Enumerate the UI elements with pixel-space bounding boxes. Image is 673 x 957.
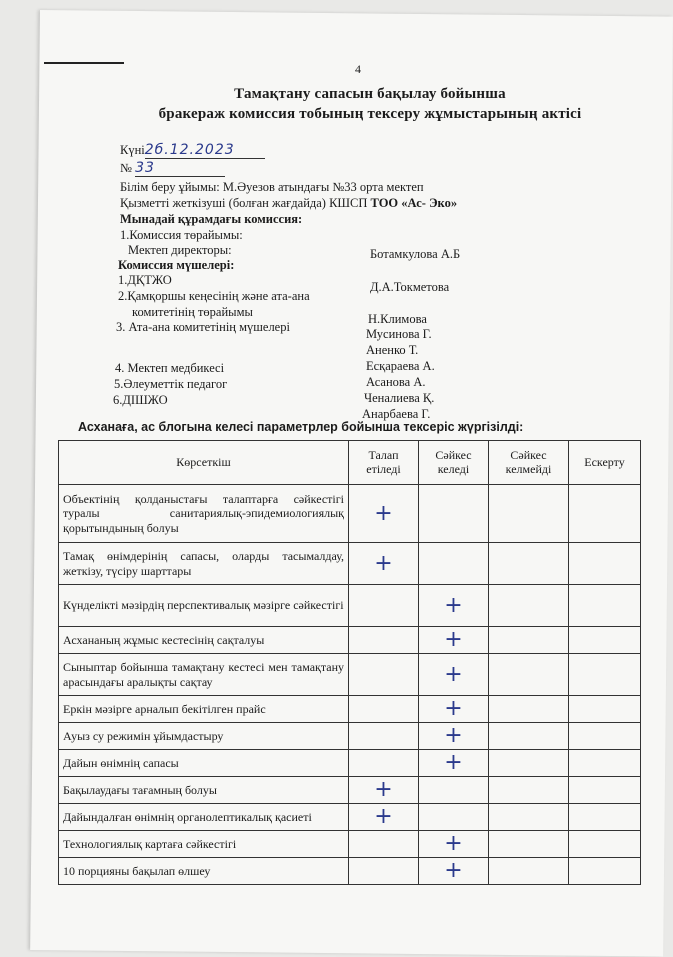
empty-cell: [569, 723, 641, 750]
member3-name-1: Мусинова Г.: [366, 327, 432, 341]
empty-cell: [489, 654, 569, 696]
empty-cell: [349, 858, 419, 885]
empty-cell: [349, 585, 419, 627]
empty-cell: [569, 858, 641, 885]
empty-cell: [489, 543, 569, 585]
chair-heading: 1.Комиссия төрайымы:: [120, 228, 243, 242]
table-row: [59, 804, 641, 831]
empty-cell: [569, 804, 641, 831]
check-mark: +: [349, 777, 419, 804]
header-indicator: Көрсеткіш: [59, 441, 349, 485]
empty-cell: [489, 750, 569, 777]
supplier-line: [120, 196, 457, 211]
indicator-cell: Тамақ өнімдерінің сапасы, оларды тасымалдау, жеткізу, түсіру шарттары: [59, 543, 349, 585]
empty-cell: [489, 831, 569, 858]
member5-role: 5.Әлеуметтік педагог: [114, 377, 228, 391]
empty-cell: [419, 777, 489, 804]
table-row: [59, 585, 641, 627]
empty-cell: [349, 696, 419, 723]
member2-role-a: 2.Қамқоршы кеңесінің және ата-ана: [118, 289, 310, 303]
table-row: [59, 831, 641, 858]
empty-cell: [569, 543, 641, 585]
member2-role-b: комитетінің төрайымы: [132, 305, 253, 319]
check-mark: +: [349, 485, 419, 543]
empty-cell: [489, 723, 569, 750]
indicator-cell: Күнделікті мәзірдің перспективалық мәзірге сәйкестігі: [59, 585, 349, 627]
indicator-cell: Дайындалған өнімнің органолептикалық қасиеті: [59, 804, 349, 831]
date-line: [120, 142, 265, 159]
number-value: 33: [135, 160, 225, 177]
empty-cell: [569, 696, 641, 723]
member1-name: Д.А.Токметова: [370, 280, 450, 294]
org-line: Білім беру ұйымы: М.Әуезов атындағы №33 орта мектеп: [120, 180, 424, 194]
member4-role: 4. Мектеп медбикесі: [115, 361, 225, 375]
member2-name: Н.Климова: [368, 312, 427, 326]
indicator-cell: Ауыз су режимін ұйымдастыру: [59, 723, 349, 750]
supplier-name: ТОО «Ас- Эко»: [370, 196, 458, 210]
empty-cell: [349, 831, 419, 858]
empty-cell: [489, 585, 569, 627]
date-value: 2б.12.2023: [145, 142, 265, 159]
table-row: [59, 723, 641, 750]
supplier-label: Қызметті жеткізуші (болған жағдайда) КШСП: [120, 196, 368, 210]
check-mark: +: [419, 627, 489, 654]
check-mark: +: [419, 750, 489, 777]
indicator-cell: Дайын өнімнің сапасы: [59, 750, 349, 777]
number-label: №: [120, 161, 132, 175]
header-required: Талап етіледі: [349, 441, 419, 485]
member4-name: Асанова А.: [366, 375, 426, 389]
inspection-intro: Асханаға, ас блогына келесі параметрлер бойынша тексеріс жүргізілді:: [78, 420, 524, 434]
empty-cell: [569, 654, 641, 696]
empty-cell: [569, 777, 641, 804]
empty-cell: [489, 858, 569, 885]
table-row: [59, 777, 641, 804]
empty-cell: [349, 750, 419, 777]
empty-cell: [419, 543, 489, 585]
header-note: Ескерту: [569, 441, 641, 485]
composition-heading: Мынадай құрамдағы комиссия:: [120, 212, 303, 226]
inspection-table: [58, 440, 641, 885]
empty-cell: [569, 831, 641, 858]
member1-role: 1.ДҚТЖО: [118, 273, 172, 287]
check-mark: +: [419, 585, 489, 627]
indicator-cell: Еркін мәзірге арналып бекітілген прайс: [59, 696, 349, 723]
check-mark: +: [419, 858, 489, 885]
indicator-cell: Асхананың жұмыс кестесінің сақталуы: [59, 627, 349, 654]
member5-name: Ченалиева Қ.: [364, 391, 435, 405]
doc-title-line2: бракераж комиссия тобының тексеру жұмыстарының актісі: [158, 106, 582, 122]
empty-cell: [569, 750, 641, 777]
table-row: [59, 696, 641, 723]
indicator-cell: Сыныптар бойынша тамақтану кестесі мен тамақтану арасындағы аралықты сақтау: [59, 654, 349, 696]
table-row: [59, 750, 641, 777]
empty-cell: [419, 804, 489, 831]
table-row: [59, 654, 641, 696]
member6-role: 6.ДІШЖО: [113, 393, 168, 407]
empty-cell: [419, 485, 489, 543]
empty-cell: [569, 627, 641, 654]
indicator-cell: 10 порцияны бақылап өлшеу: [59, 858, 349, 885]
doc-title-line1: Тамақтану сапасын бақылау бойынша: [234, 86, 506, 102]
chair-name: Ботамкулова А.Б: [370, 247, 461, 261]
check-mark: +: [419, 723, 489, 750]
empty-cell: [349, 654, 419, 696]
check-mark: +: [419, 654, 489, 696]
table-header-row: [59, 441, 641, 485]
indicator-cell: Бақылаудағы тағамның болуы: [59, 777, 349, 804]
indicator-cell: Объектінің қолданыстағы талаптарға сәйкестігі туралы санитариялық-эпидемиологиялық қорытындының болуы: [59, 485, 349, 543]
indicator-cell: Технологиялық картаға сәйкестігі: [59, 831, 349, 858]
header-noncompliant: Сәйкес келмейді: [489, 441, 569, 485]
empty-cell: [569, 585, 641, 627]
header-compliant: Сәйкес келеді: [419, 441, 489, 485]
page-number: 4: [355, 62, 361, 76]
table-row: [59, 858, 641, 885]
number-line: [120, 160, 225, 177]
empty-cell: [489, 485, 569, 543]
table-row: [59, 485, 641, 543]
member3-name-2: Аненко Т.: [366, 343, 419, 357]
member3-role: 3. Ата-ана комитетінің мүшелері: [116, 320, 290, 334]
empty-cell: [489, 696, 569, 723]
check-mark: +: [349, 543, 419, 585]
empty-cell: [489, 777, 569, 804]
check-mark: +: [419, 831, 489, 858]
check-mark: +: [419, 696, 489, 723]
edge-dash: [44, 62, 124, 64]
check-mark: +: [349, 804, 419, 831]
members-heading: Комиссия мүшелері:: [118, 258, 235, 272]
member3-name-3: Есқараева А.: [366, 359, 435, 373]
table-row: [59, 543, 641, 585]
empty-cell: [489, 627, 569, 654]
empty-cell: [349, 723, 419, 750]
empty-cell: [569, 485, 641, 543]
date-label: Күні: [120, 143, 145, 157]
chair-role: Мектеп директоры:: [128, 243, 232, 257]
table-row: [59, 627, 641, 654]
empty-cell: [349, 627, 419, 654]
member6-name: Анарбаева Г.: [362, 407, 431, 421]
empty-cell: [489, 804, 569, 831]
